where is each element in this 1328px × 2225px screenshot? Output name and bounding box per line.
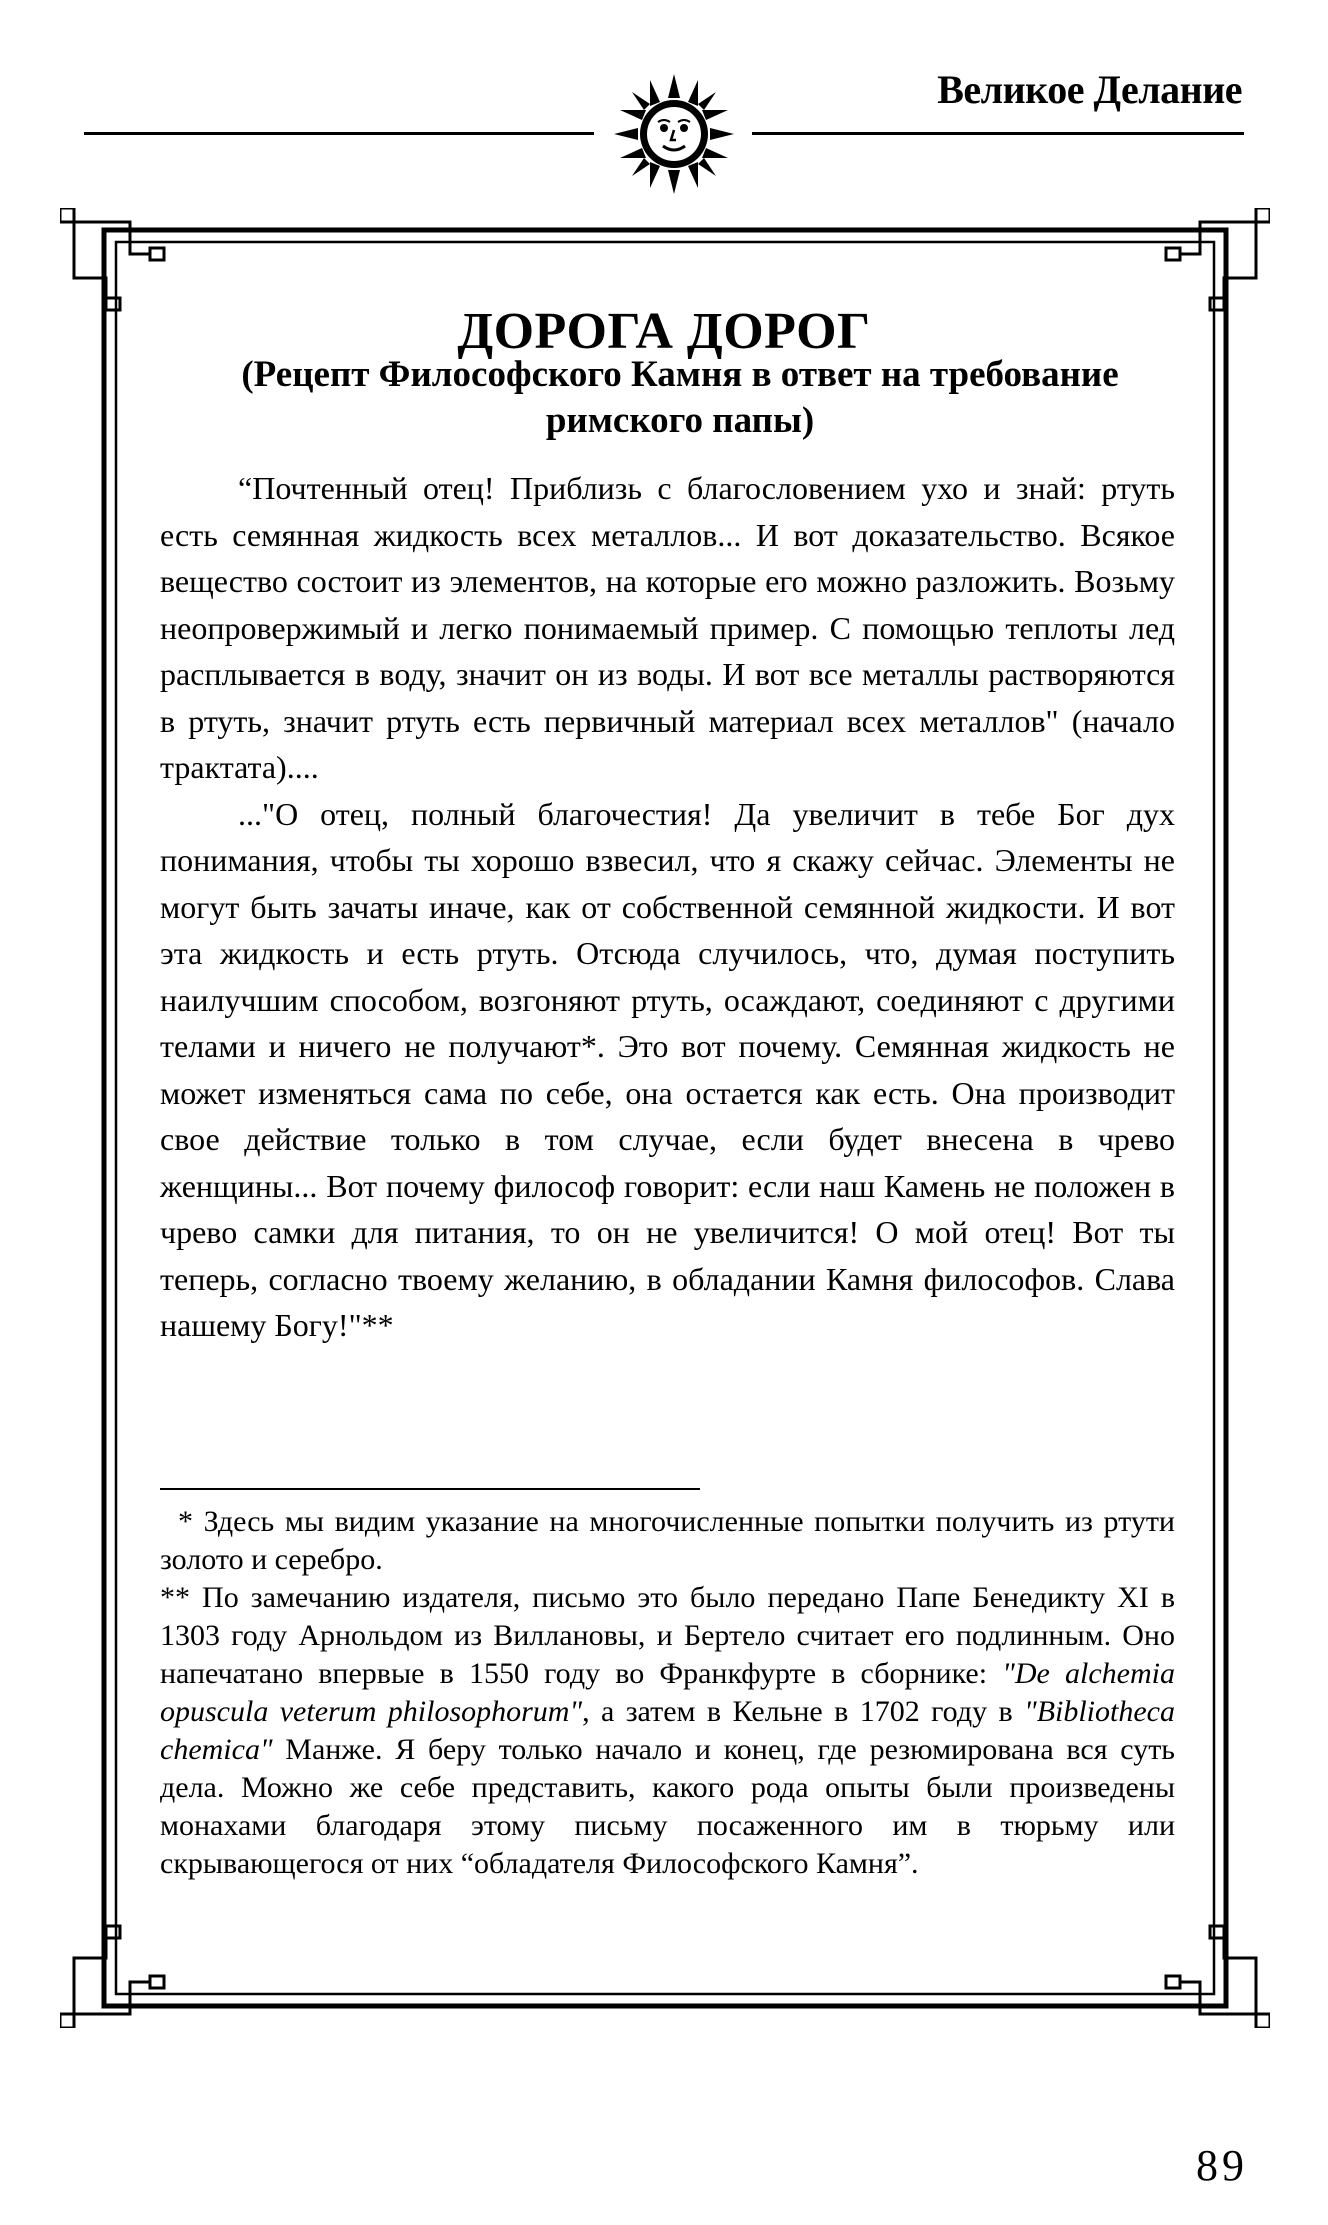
header-rule-right	[752, 132, 1244, 135]
page-number: 89	[1196, 2141, 1248, 2190]
chapter-subtitle: (Рецепт Философского Камня в ответ на требование римского папы)	[241, 354, 1119, 441]
footnote-1: * Здесь мы видим указание на многочисленные попытки получить из ртути золото и серебро.	[160, 1505, 1175, 1576]
sun-face-icon	[612, 72, 736, 196]
header-rule-left	[84, 132, 594, 135]
paragraph: ..."О отец, полный благочестия! Да увеличит в тебе Бог дух понимания, чтобы ты хорошо взвесил, что я скажу сейчас. Элементы не могут быть зачаты иначе, как от собственной семянной жидкости. И вот эта жидкость и есть ртуть. Отсюда случилось, что, думая поступить наилучшим способом, возгоняют ртуть, осаждают, соединяют с другими телами и ничего не получают*. Это вот почему. Семянная жидкость не может изменяться сама по себе, она остается как есть. Она производит свое действие только в том случае, если будет внесена в чрево женщины... Вот почему философ говорит: если наш Камень не положен в чрево самки для питания, то он не увеличится! О мой отец! Вот ты теперь, согласно твоему желанию, в обладании Камня философов. Слава нашему Богу!"**	[160, 795, 1175, 1343]
footnotes	[160, 1503, 1175, 1883]
footnote-2: ** По замечанию издателя, письмо это было передано Папе Бенедикту XI в 1303 году Арнольдом из Виллановы, и Бертело считает его подлинным. Оно напечатано впервые в 1550 году во Франкфурте в сборнике: "De alchemia opuscula veterum philosophorum", а затем в Кельне в 1702 году в "Bibliotheca chemica" Манже. Я беру только начало и конец, где резюмирована вся суть дела. Можно же себе представить, какого рода опыты были произведены монахами благодаря этому письму посаженного им в тюрьму или скрывающегося от них “обладателя Философского Камня”.	[160, 1581, 1175, 1880]
book-title: "Bibliotheca chemica"	[160, 1695, 1175, 1766]
chapter-title: ДОРОГА ДОРОГ	[457, 303, 871, 360]
paragraph: “Почтенный отец! Приблизь с благословением ухо и знай: ртуть есть семянная жидкость всех металлов... И вот доказательство. Всякое вещество состоит из элементов, на которые его можно разложить. Возьму неопровержимый и легко понимаемый пример. С помощью теплоты лед расплывается в воду, значит он из воды. И вот все металлы растворяются в ртуть, значит ртуть есть первичный материал всех металлов" (начало трактата)....	[160, 470, 1175, 785]
footnote-rule	[160, 1488, 700, 1490]
running-head: Великое Делание	[937, 67, 1242, 112]
book-title: "De alchemia opuscula veterum philosophorum"	[160, 1657, 1175, 1728]
main-text	[160, 465, 1175, 1349]
